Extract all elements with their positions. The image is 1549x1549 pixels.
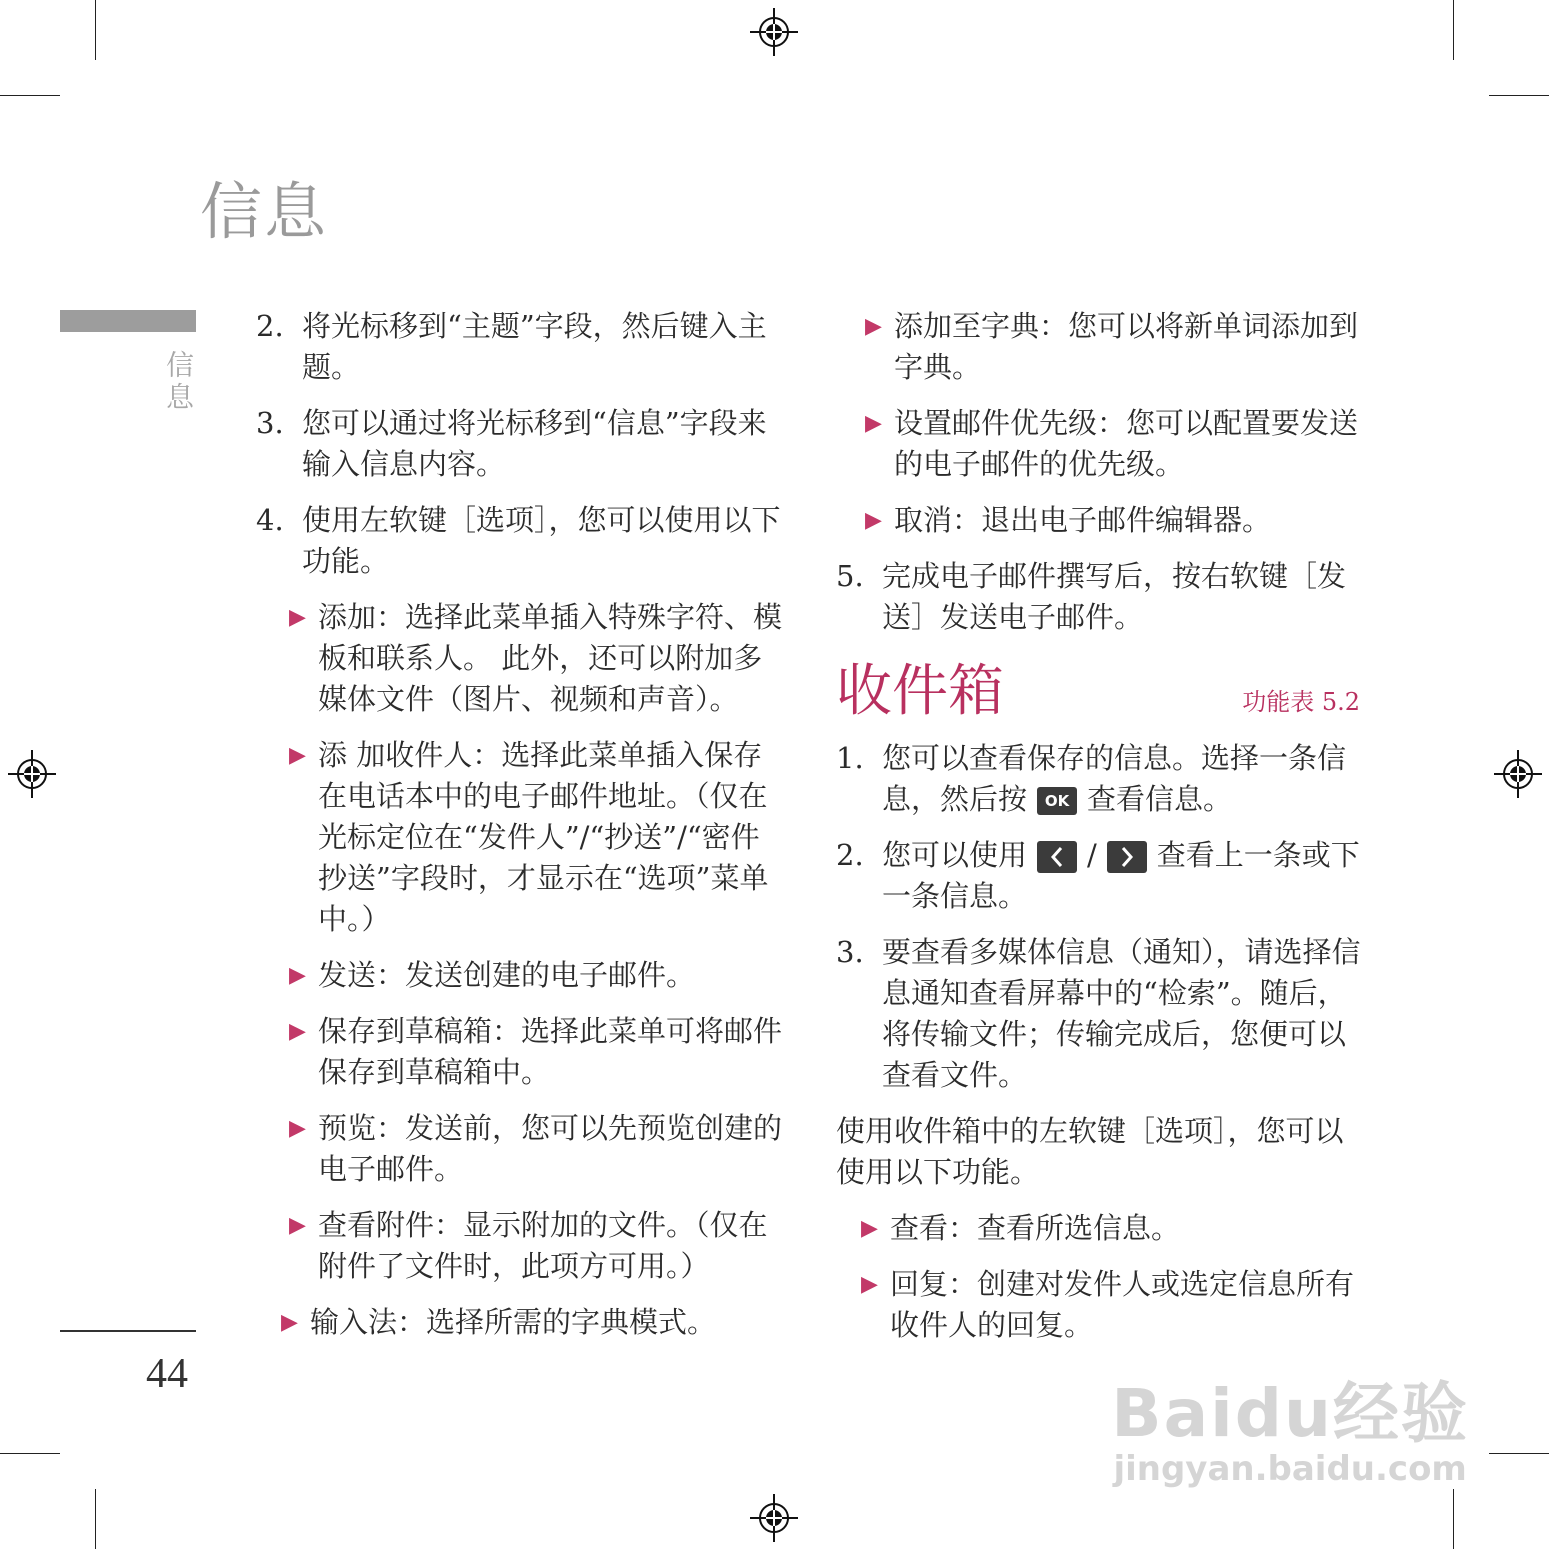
bullet-item [865,306,1366,388]
bullet-item [289,1108,786,1190]
step-text: 使用左软键［选项］，您可以使用以下功能。 [302,503,781,578]
bullet-item [289,955,786,996]
side-tab-label: 信息 [162,350,195,414]
crop-mark [95,0,96,60]
crop-mark [1489,1453,1549,1454]
bullet-text: 输入法：选择所需的字典模式。 [310,1305,717,1339]
step-number: 4. [256,503,284,537]
crop-mark [95,1489,96,1549]
step-text: 要查看多媒体信息（通知），请选择信息通知查看屏幕中的“检索”。随后，将传输文件；传输完成后，您便可以查看文件。 [882,935,1361,1092]
step-number: 1. [836,741,864,775]
bullet-item [289,597,786,720]
bullet-item [289,1011,786,1093]
bullet-item [865,403,1366,485]
triangle-right-icon: ▶ [861,1272,878,1297]
menu-reference: 功能表 5.2 [1242,688,1360,716]
crop-mark [1489,95,1549,96]
triangle-right-icon: ▶ [861,1216,878,1241]
crop-mark [1453,0,1454,60]
crop-mark [1453,1489,1454,1549]
bullet-text: 添加至字典：您可以将新单词添加到字典。 [894,309,1359,384]
triangle-right-icon: ▶ [289,963,306,988]
bullet-text: 设置邮件优先级：您可以配置要发送的电子邮件的优先级。 [894,406,1359,481]
triangle-right-icon: ▶ [289,1213,306,1238]
watermark-url: jingyan.baidu.com [1113,1449,1467,1489]
step-text: 您可以通过将光标移到“信息”字段来输入信息内容。 [302,406,767,481]
bullet-text: 添 加收件人：选择此菜单插入保存在电话本中的电子邮件地址。（仅在光标定位在“发件人”/“抄送”/“密件抄送”字段时，才显示在“选项”菜单中。） [318,738,769,936]
triangle-right-icon: ▶ [865,508,882,533]
triangle-right-icon: ▶ [289,743,306,768]
triangle-right-icon: ▶ [865,314,882,339]
bullet-item [281,1302,786,1343]
right-column [836,306,1366,1361]
step-text: 查看信息。 [1087,782,1233,816]
options-intro: 使用收件箱中的左软键［选项］，您可以使用以下功能。 [836,1114,1344,1189]
list-item [836,932,1366,1096]
right-arrow-key-icon [1107,841,1147,873]
bullet-text: 保存到草稿箱：选择此菜单可将邮件保存到草稿箱中。 [318,1014,783,1089]
watermark [1111,1375,1469,1489]
left-column [256,306,786,1358]
bullet-item [289,1205,786,1287]
side-tab-bar [60,310,196,332]
step-number: 5. [836,559,864,593]
bullet-text: 查看：查看所选信息。 [890,1211,1181,1245]
bullet-text: 回复：创建对发件人或选定信息所有收件人的回复。 [890,1267,1355,1342]
list-item [836,738,1366,820]
registration-mark-icon [8,750,56,798]
bullet-item [289,735,786,940]
left-arrow-key-icon [1037,841,1077,873]
footer-rule [60,1330,196,1332]
bullet-item [865,500,1366,541]
triangle-right-icon: ▶ [289,1116,306,1141]
triangle-right-icon: ▶ [281,1310,298,1335]
ok-key-icon: OK [1037,787,1077,815]
registration-mark-icon [1494,750,1542,798]
registration-mark-icon [750,8,798,56]
triangle-right-icon: ▶ [289,605,306,630]
page-number: 44 [146,1351,188,1397]
crop-mark [0,95,60,96]
list-item [836,556,1366,638]
triangle-right-icon: ▶ [289,1019,306,1044]
section-header [836,660,1366,732]
bullet-text: 发送：发送创建的电子邮件。 [318,958,696,992]
step-number: 3. [836,935,864,969]
step-number: 3. [256,406,284,440]
step-number: 2. [256,309,284,343]
step-text: 您可以使用 [882,838,1028,872]
page-title: 信息 [200,175,329,248]
separator: / [1087,838,1097,872]
bullet-text: 查看附件：显示附加的文件。（仅在附件了文件时，此项方可用。） [318,1208,768,1283]
step-text: 将光标移到“主题”字段，然后键入主题。 [302,309,767,384]
bullet-text: 预览：发送前，您可以先预览创建的电子邮件。 [318,1111,783,1186]
watermark-logo: Baidu经验 [1111,1375,1469,1452]
step-text: 查看上一条或下一条信息。 [882,838,1360,913]
list-item [256,306,786,388]
step-number: 2. [836,838,864,872]
section-title: 收件箱 [836,659,1004,724]
crop-mark [0,1453,60,1454]
step-text: 完成电子邮件撰写后，按右软键［发送］发送电子邮件。 [882,559,1347,634]
bullet-text: 添加：选择此菜单插入特殊字符、模板和联系人。 此外，还可以附加多媒体文件（图片、视频和声音）。 [318,600,783,716]
list-item [836,835,1366,917]
list-item [256,500,786,582]
bullet-text: 取消：退出电子邮件编辑器。 [894,503,1272,537]
bullet-item [861,1264,1366,1346]
triangle-right-icon: ▶ [865,411,882,436]
bullet-item [861,1208,1366,1249]
step-text: 您可以查看保存的信息。选择一条信息，然后按 [882,741,1347,816]
list-item [256,403,786,485]
registration-mark-icon [750,1494,798,1542]
